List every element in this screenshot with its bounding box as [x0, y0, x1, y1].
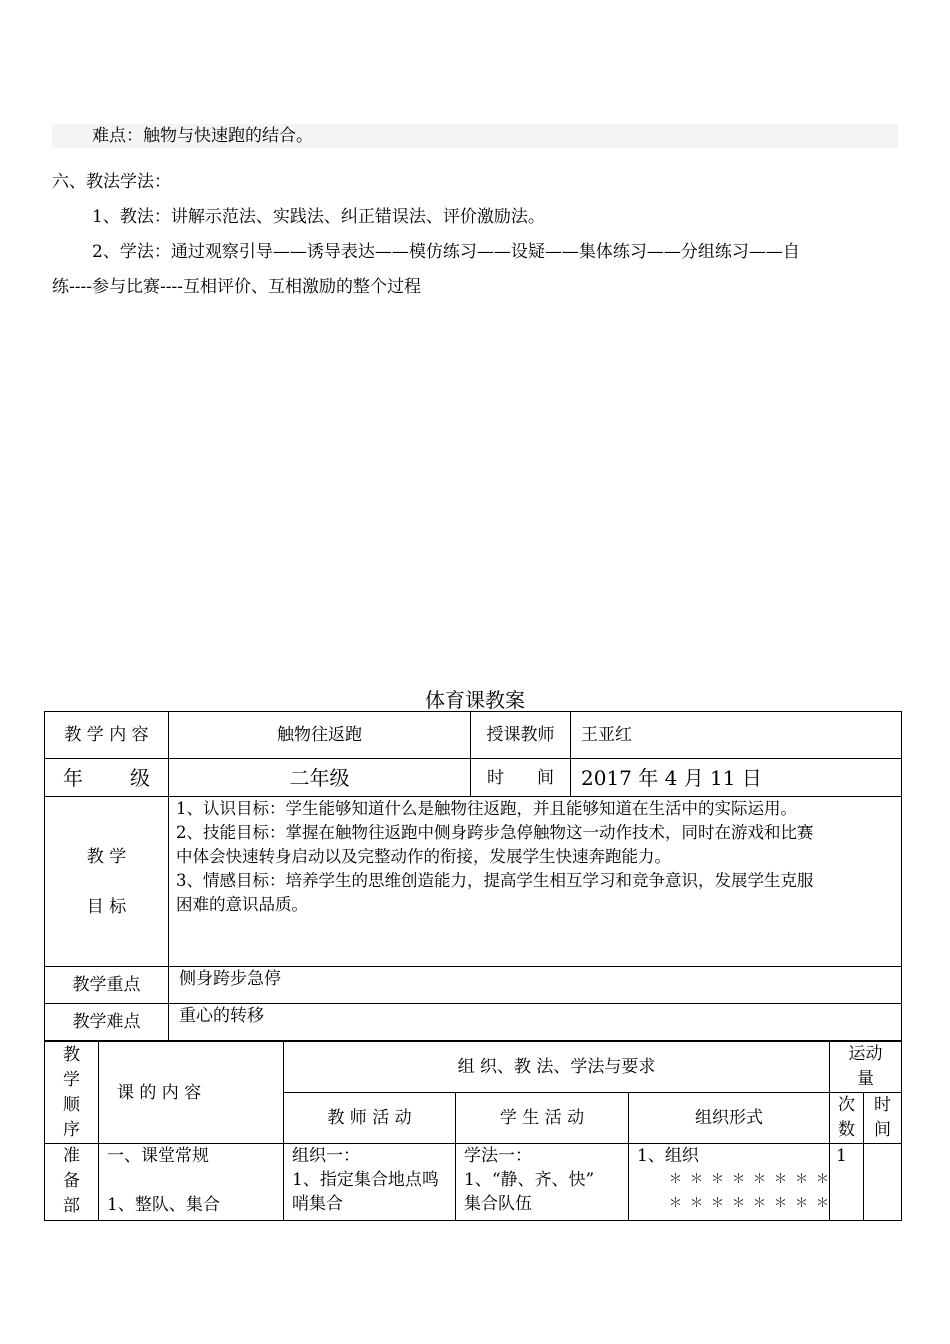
grade-value: 二年级 — [169, 759, 471, 797]
teacher-activity-2: 1、指定集合地点鸣 — [292, 1170, 439, 1190]
objective-2b: 中体会快速转身启动以及完整动作的衔接，发展学生快速奔跑能力。 — [176, 847, 671, 866]
phase-2: 备 — [63, 1171, 80, 1191]
lesson-content-2: 1、整队、集合 — [107, 1195, 220, 1215]
times-header-b: 数 — [838, 1120, 856, 1140]
difficult-value: 重心的转移 — [169, 1004, 902, 1041]
key-value: 侧身跨步急停 — [169, 967, 902, 1004]
teacher-activity-header: 教 师 活 动 — [284, 1093, 456, 1144]
time-label-a: 时 — [487, 767, 504, 788]
order-header-3: 顺 — [63, 1094, 80, 1115]
order-header-4: 序 — [63, 1119, 80, 1140]
content-label: 教 学 内 容 — [45, 712, 169, 759]
phase-3: 部 — [63, 1196, 80, 1216]
teacher-value: 王亚红 — [571, 712, 902, 759]
org-form-cell — [629, 1144, 838, 1221]
teacher-label: 授课教师 — [471, 712, 571, 759]
teaching-method: 1、教法：讲解示范法、实践法、纠正错误法、评价激励法。 — [92, 207, 545, 227]
grade-label-b: 级 — [130, 765, 150, 790]
key-label: 教学重点 — [45, 967, 169, 1004]
objectives-content — [169, 797, 902, 967]
formation-stars-row2: ＊＊＊＊＊＊＊＊ — [669, 1196, 838, 1211]
duration-header-b: 间 — [874, 1120, 892, 1140]
objective-1: 1、认识目标：学生能够知道什么是触物往返跑，并且能够知道在生活中的实际运用。 — [176, 799, 797, 818]
teacher-activity-cell — [284, 1144, 456, 1221]
lesson-content-cell — [99, 1144, 284, 1221]
duration-header-a: 时 — [874, 1095, 892, 1115]
teacher-activity-3: 哨集合 — [292, 1194, 343, 1214]
section-heading: 六、教法学法： — [52, 172, 171, 192]
content-value: 触物往返跑 — [169, 712, 471, 759]
org-form-1: 1、组织 — [637, 1146, 699, 1166]
student-activity-2: 1、“静、齐、快” — [464, 1170, 595, 1190]
load-header-a: 运动 — [848, 1044, 883, 1064]
phase-1: 准 — [63, 1146, 80, 1166]
time-label-b: 间 — [537, 767, 554, 788]
order-header — [45, 1042, 99, 1144]
objectives-label — [45, 797, 169, 967]
teacher-activity-1: 组织一： — [292, 1146, 360, 1166]
times-value: 1 — [836, 1146, 847, 1166]
order-header-1: 教 — [63, 1044, 80, 1065]
lesson-info-table — [44, 711, 902, 1041]
grade-label-a: 年 — [63, 765, 83, 790]
load-header — [830, 1042, 902, 1093]
lesson-plan-title: 体育课教案 — [425, 688, 525, 712]
student-activity-header: 学 生 活 动 — [456, 1093, 629, 1144]
times-header — [830, 1093, 864, 1144]
duration-header — [864, 1093, 902, 1144]
phase-cell — [45, 1144, 99, 1221]
student-activity-cell — [456, 1144, 629, 1221]
student-activity-1: 学法一： — [464, 1146, 532, 1166]
objective-2a: 2、技能目标：掌握在触物往返跑中侧身跨步急停触物这一动作技术，同时在游戏和比赛 — [176, 823, 814, 842]
time-value: 2017 年 4 月 11 日 — [571, 759, 902, 797]
objectives-label-a: 教 学 — [86, 846, 127, 867]
load-header-b: 量 — [857, 1069, 875, 1089]
learning-method-line1: 2、学法：通过观察引导——诱导表达——模仿练习——设疑——集体练习——分组练习——自 — [92, 242, 800, 262]
difficult-label: 教学难点 — [45, 1004, 169, 1041]
objectives-label-b: 目 标 — [86, 896, 127, 917]
lesson-content-1: 一、课堂常规 — [107, 1146, 209, 1166]
content-header — [99, 1042, 284, 1144]
grade-label — [45, 759, 169, 797]
order-header-2: 学 — [63, 1069, 80, 1090]
difficulty-text: 难点：触物与快速跑的结合。 — [92, 126, 313, 146]
lesson-sequence-table — [44, 1041, 902, 1221]
times-header-a: 次 — [838, 1095, 856, 1115]
learning-method-line2: 练----参与比赛----互相评价、互相激励的整个过程 — [52, 277, 421, 297]
student-activity-3: 集合队伍 — [464, 1194, 532, 1214]
org-header: 组 织、教 法、学法与要求 — [284, 1042, 830, 1093]
formation-stars-row1: ＊＊＊＊＊＊＊＊ — [669, 1172, 838, 1187]
time-label — [471, 759, 571, 797]
objective-3b: 困难的意识品质。 — [176, 895, 308, 914]
content-header-text: 课 的 内 容 — [117, 1082, 202, 1103]
org-form-header: 组织形式 — [629, 1093, 830, 1144]
duration-cell — [864, 1144, 902, 1221]
objective-3a: 3、情感目标：培养学生的思维创造能力，提高学生相互学习和竞争意识，发展学生克服 — [176, 871, 814, 890]
